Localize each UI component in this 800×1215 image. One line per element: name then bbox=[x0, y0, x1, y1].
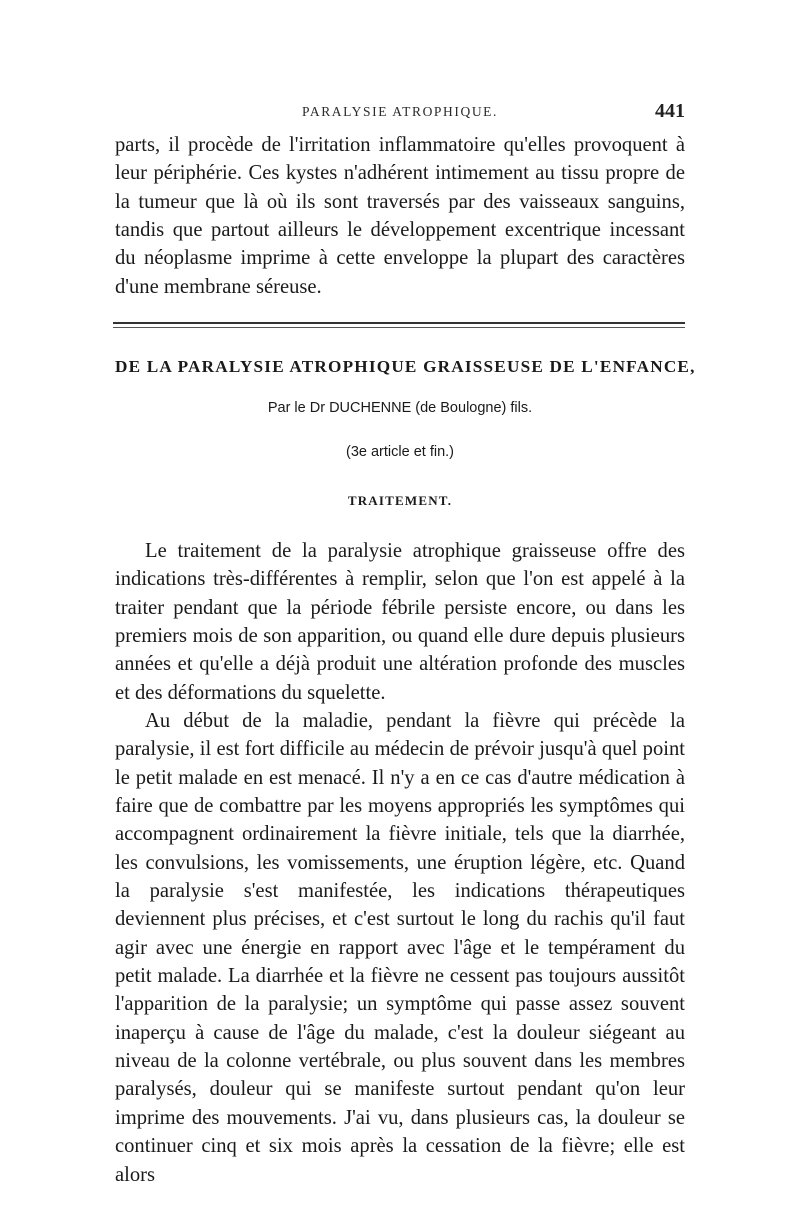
body-paragraph: Le traitement de la paralysie atrophique graisseuse offre des indications très-différentes à remplir, selon que l'on est appelé à la traiter pendant que la période fébrile persiste encore, ou dans les premiers mois de son apparition, ou quand elle dure depuis plusieurs années et qu'elle a déjà produit une altération profonde des muscles et des déformations du squelette. bbox=[115, 540, 685, 704]
section-heading: TRAITEMENT. bbox=[347, 493, 453, 508]
page-number: 441 bbox=[655, 100, 685, 122]
article-title: DE LA PARALYSIE ATROPHIQUE GRAISSEUSE DE L'ENFANCE, bbox=[115, 357, 696, 376]
section-divider-thick bbox=[113, 322, 685, 324]
section-divider-thin bbox=[113, 327, 685, 328]
article-note: (3e article et fin.) bbox=[346, 444, 454, 460]
running-title: PARALYSIE ATROPHIQUE. bbox=[301, 104, 499, 119]
body-paragraph: Au début de la maladie, pendant la fièvre qui précède la paralysie, il est fort difficile au médecin de prévoir jusqu'à quel point le petit malade en est menacé. Il n'y a en ce cas d'autre médication à faire que de combattre par les moyens appropriés les symptômes qui accompagnent ordinairement la fièvre initiale, tels que la diarrhée, les convulsions, les vomissements, une éruption légère, etc. Quand la paralysie s'est manifestée, les indications thérapeutiques deviennent plus précises, et c'est surtout le long du rachis qu'il faut agir avec une énergie en rapport avec l'âge et le tempérament du petit malade. La diarrhée et la fièvre ne cessent pas toujours aussitôt l'apparition de la paralysie; un symptôme qui passe assez souvent inaperçu à cause de l'âge du malade, c'est la douleur siégeant au niveau de la colonne vertébrale, ou plus souvent dans les membres paralysés, douleur qui se manifeste surtout pendant qu'on leur imprime des mouvements. J'ai vu, dans plusieurs cas, la douleur se continuer cinq et six mois après la cessation de la fièvre; elle est alors bbox=[115, 710, 685, 1186]
running-header bbox=[115, 100, 685, 128]
article-author: Par le Dr DUCHENNE (de Boulogne) fils. bbox=[267, 400, 533, 416]
continuation-paragraph: parts, il procède de l'irritation inflammatoire qu'elles provoquent à leur périphérie. Ces kystes n'adhérent intimement au tissu propre de la tumeur que là où ils sont traversés par des vaisseaux sanguins, tandis que partout ailleurs le développement excentrique incessant du néoplasme imprime à cette enveloppe la plupart des caractères d'une membrane séreuse. bbox=[115, 134, 685, 298]
